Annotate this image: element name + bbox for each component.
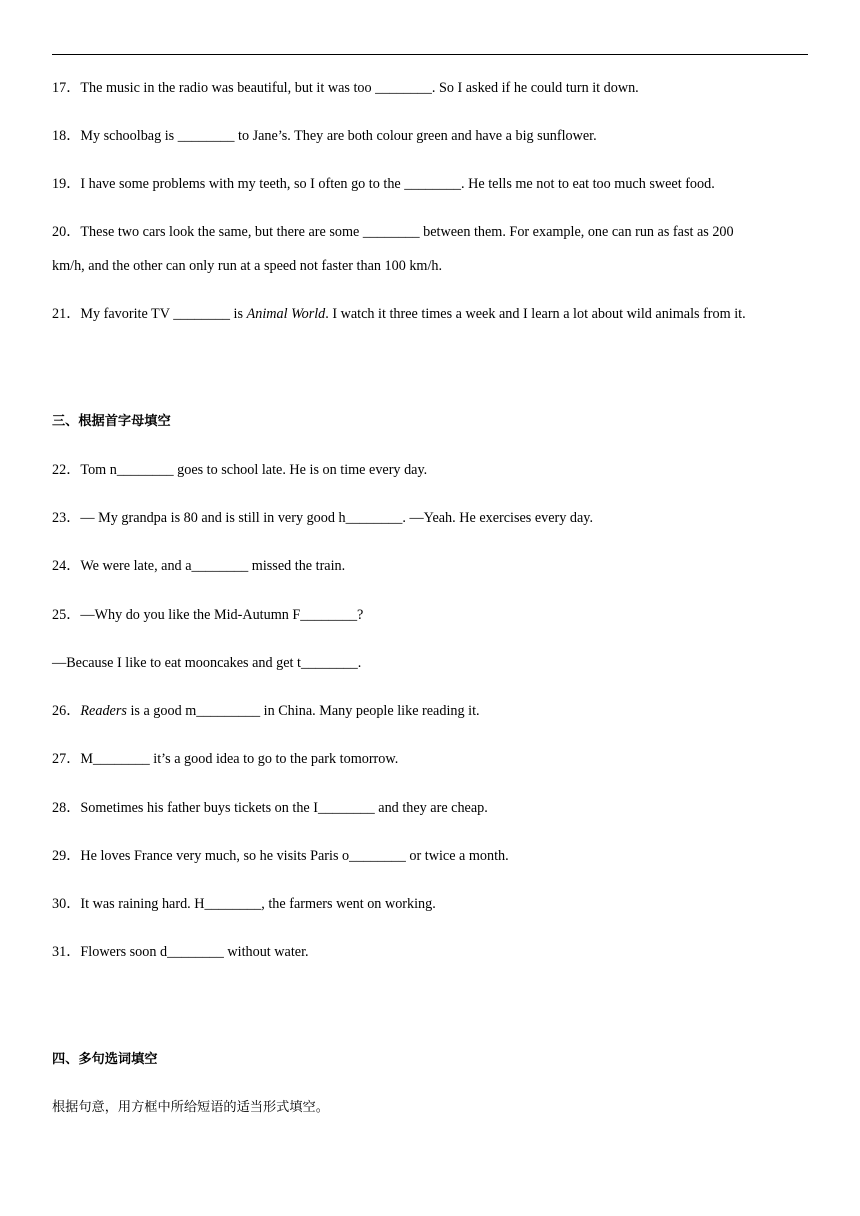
question-27 [52, 750, 398, 768]
question-number: 17． [52, 80, 81, 96]
question-text: These two cars look the same, but there are some ________ between them. For example, one can run as fast as 200 [80, 224, 734, 240]
section-instruction: 根据句意，用方框中所给短语的适当形式填空。 [52, 1100, 329, 1115]
section-heading-3: 三、根据首字母填空 [52, 414, 171, 429]
question-number: 23． [52, 510, 81, 526]
question-number: 22． [52, 462, 81, 478]
question-21 [52, 305, 746, 323]
question-number: 20． [52, 224, 81, 240]
question-text: M________ it’s a good idea to go to the park tomorrow. [80, 751, 399, 767]
question-text: It was raining hard. H________, the farmers went on working. [80, 896, 436, 912]
question-20-continuation: km/h, and the other can only run at a speed not faster than 100 km/h. [52, 258, 443, 274]
question-number: 25． [52, 607, 81, 623]
question-30 [52, 895, 436, 913]
question-text: He loves France very much, so he visits Paris o________ or twice a month. [80, 848, 509, 864]
question-25 [52, 606, 363, 624]
question-18 [52, 127, 597, 145]
question-text-rest: is a good m_________ in China. Many people like reading it. [126, 703, 480, 719]
question-text: Tom n________ goes to school late. He is on time every day. [80, 462, 428, 478]
question-text: My schoolbag is ________ to Jane’s. They are both colour green and have a big sunflower. [80, 128, 597, 144]
question-17 [52, 79, 639, 97]
question-26 [52, 702, 480, 720]
question-24 [52, 557, 345, 575]
question-text: —Why do you like the Mid-Autumn F________? [80, 607, 364, 623]
question-text: Sometimes his father buys tickets on the I________ and they are cheap. [80, 800, 488, 816]
question-text: We were late, and a________ missed the train. [80, 558, 346, 574]
question-22 [52, 461, 427, 479]
header-rule [52, 54, 808, 55]
question-text: Flowers soon d________ without water. [80, 944, 309, 960]
question-19 [52, 175, 715, 193]
question-text: I have some problems with my teeth, so I often go to the ________. He tells me not to eat too much sweet food. [80, 176, 715, 192]
question-25-continuation: —Because I like to eat mooncakes and get t________. [52, 655, 362, 671]
question-number: 27． [52, 751, 81, 767]
question-number: 24． [52, 558, 81, 574]
question-text: My favorite TV ________ is [80, 306, 247, 322]
question-text: The music in the radio was beautiful, but it was too ________. So I asked if he could turn it down. [80, 80, 639, 96]
question-29 [52, 847, 509, 865]
program-title: Animal World [246, 306, 326, 322]
question-text: — My grandpa is 80 and is still in very good h________. —Yeah. He exercises every day. [80, 510, 594, 526]
section-heading-4: 四、多句选词填空 [52, 1052, 158, 1067]
question-number: 26． [52, 703, 81, 719]
question-number: 21． [52, 306, 81, 322]
question-number: 30． [52, 896, 81, 912]
question-number: 29． [52, 848, 81, 864]
question-28 [52, 799, 488, 817]
question-23 [52, 509, 593, 527]
question-number: 18． [52, 128, 81, 144]
question-20 [52, 223, 734, 241]
question-number: 31． [52, 944, 81, 960]
question-number: 28． [52, 800, 81, 816]
question-number: 19． [52, 176, 81, 192]
question-text-rest: . I watch it three times a week and I learn a lot about wild animals from it. [325, 306, 746, 322]
magazine-title: Readers [80, 703, 127, 719]
question-31 [52, 943, 309, 961]
